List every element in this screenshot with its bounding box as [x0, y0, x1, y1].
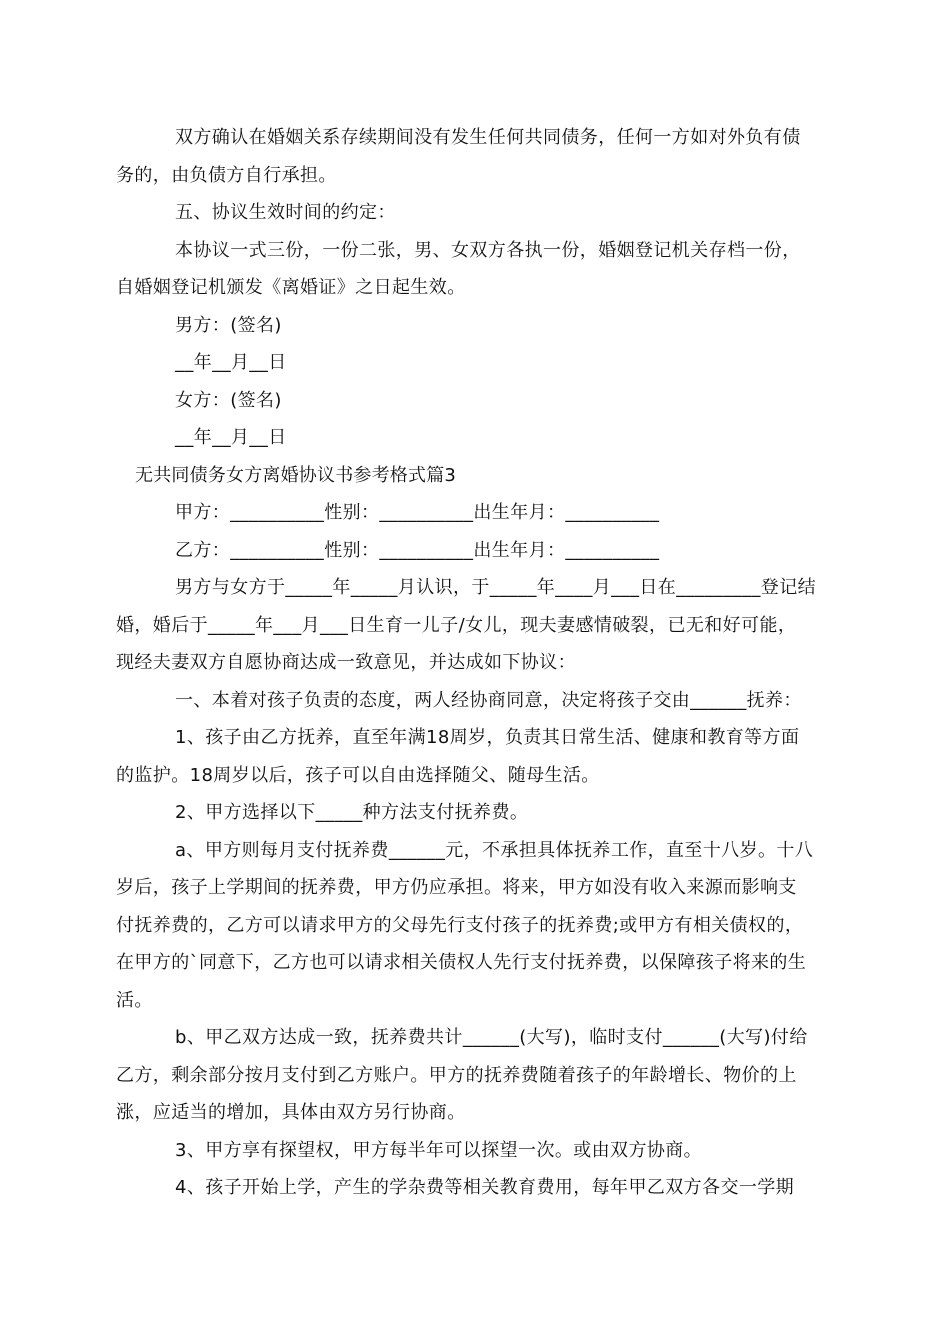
- text-line: 务的，由负债方自行承担。: [116, 165, 337, 186]
- text-line: 男方与女方于_____年_____月认识，于_____年____月___日在_________登记结: [175, 577, 816, 598]
- party-b-line: 乙方：__________性别：__________出生年月：__________: [175, 540, 660, 561]
- text-line: 1、孩子由乙方抚养，直至年满18周岁，负责其日常生活、健康和教育等方面: [175, 727, 800, 748]
- section-title: 无共同债务女方离婚协议书参考格式篇3: [135, 465, 457, 486]
- text-line: a、甲方则每月支付抚养费______元，不承担具体抚养工作，直至十八岁。十八: [175, 840, 814, 861]
- text-line: 付抚养费的，乙方可以请求甲方的父母先行支付孩子的抚养费;或甲方有相关债权的，: [116, 915, 804, 936]
- text-line: 本协议一式三份，一份二张，男、女双方各执一份，婚姻登记机关存档一份，: [175, 240, 801, 261]
- text-line: 3、甲方享有探望权，甲方每半年可以探望一次。或由双方协商。: [175, 1140, 703, 1161]
- text-line: 涨，应适当的增加，具体由双方另行协商。: [116, 1102, 466, 1123]
- section-heading: 五、协议生效时间的约定：: [175, 202, 396, 223]
- text-line: 婚，婚后于_____年___月___日生育一儿子/女儿，现夫妻感情破裂，已无和好可能，: [116, 615, 797, 636]
- date-line: __年__月__日: [175, 352, 287, 373]
- text-line: 现经夫妻双方自愿协商达成一致意见，并达成如下协议：: [116, 652, 576, 673]
- text-line: 的监护。18周岁以后，孩子可以自由选择随父、随母生活。: [116, 765, 600, 786]
- text-line: b、甲乙双方达成一致，抚养费共计______(大写)，临时支付______(大写)付给: [175, 1027, 808, 1048]
- text-line: 自婚姻登记机颁发《离婚证》之日起生效。: [116, 277, 466, 298]
- text-line: 活。: [116, 990, 153, 1011]
- text-line: 4、孩子开始上学，产生的学杂费等相关教育费用，每年甲乙双方各交一学期: [175, 1177, 795, 1198]
- signature-line: 男方：(签名): [175, 315, 282, 336]
- date-line: __年__月__日: [175, 427, 287, 448]
- text-line: 一、本着对孩子负责的态度，两人经协商同意，决定将孩子交由______抚养：: [175, 690, 802, 711]
- text-line: 双方确认在婚姻关系存续期间没有发生任何共同债务，任何一方如对外负有债: [175, 127, 801, 148]
- signature-line: 女方：(签名): [175, 390, 282, 411]
- text-line: 乙方，剩余部分按月支付到乙方账户。甲方的抚养费随着孩子的年龄增长、物价的上: [116, 1065, 797, 1086]
- party-a-line: 甲方：__________性别：__________出生年月：__________: [175, 502, 660, 523]
- text-line: 2、甲方选择以下_____种方法支付抚养费。: [175, 802, 529, 823]
- text-line: 在甲方的`同意下，乙方也可以请求相关债权人先行支付抚养费，以保障孩子将来的生: [116, 952, 807, 973]
- text-line: 岁后，孩子上学期间的抚养费，甲方仍应承担。将来，甲方如没有收入来源而影响支: [116, 877, 797, 898]
